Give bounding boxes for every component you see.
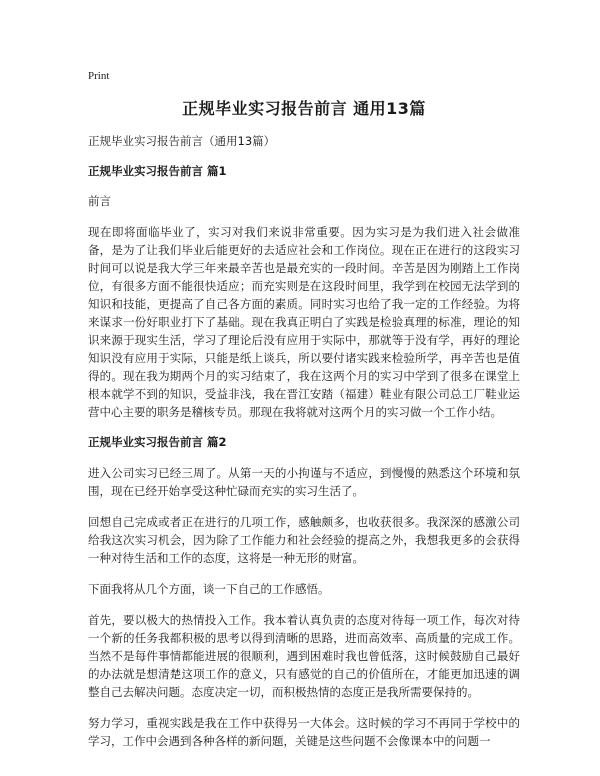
section-heading-2: 正规毕业实习报告前言 篇2 (88, 435, 227, 449)
document-subtitle: 正规毕业实习报告前言（通用13篇） (88, 134, 276, 148)
paragraph: 进入公司实习已经三周了。从第一天的小拘谨与不适应，到慢慢的熟悉这个环境和氛围，现在已经开始享受这种忙碌而充实的实习生活了。 (88, 466, 520, 498)
paragraph: 下面我将从几个方面，谈一下自己的工作感悟。 (88, 582, 330, 596)
print-label: Print (88, 70, 110, 82)
paragraph: 首先，要以极大的热情投入工作。我本着认真负责的态度对待每一项工作，每次对待一个新的任务我都积极的思考以得到清晰的思路，进而高效率、高质量的完成工作。当然不是每件事情都能进展的很顺利，遇到困难时我也曾低落，这时候鼓励自己最好的办法就是想清楚这项工作的意义，只有感觉的自己的价值所在，才能更加迅速的调整自己去解决问题。态度决定一切，而积极热情的态度正是我所需要保持的。 (88, 613, 520, 699)
page-title: 正规毕业实习报告前言 通用13篇 (182, 99, 426, 118)
preface-label: 前言 (88, 194, 111, 208)
paragraph: 回想自己完成或者正在进行的几项工作，感触颇多，也收获很多。我深深的感激公司给我这次实习机会，因为除了工作能力和社会经验的提高之外，我想我更多的会获得一种对待生活和工作的态度，这将是一种无形的财富。 (88, 515, 520, 565)
section-heading-1: 正规毕业实习报告前言 篇1 (88, 164, 227, 178)
paragraph: 努力学习，重视实践是我在工作中获得另一大体会。这时候的学习不再同于学校中的学习，工作中会遇到各种各样的新问题，关键是这些问题不会像课本中的问题一 (88, 716, 520, 748)
document-page (88, 70, 520, 750)
paragraph: 现在即将面临毕业了，实习对我们来说非常重要。因为实习是为我们进入社会做准备，是为了让我们毕业后能更好的去适应社会和工作岗位。现在正在进行的这段实习时间可以说是我大学三年来最辛苦也是最充实的一段时间。辛苦是因为刚踏上工作岗位，有很多方面不能很快适应；而充实则是在这段时间里，我学到在校园无法学到的知识和技能，更提高了自己各方面的素质。同时实习也给了我一定的工作经验。为将来谋求一份好职业打下了基础。现在我真正明白了实践是检验真理的标准，理论的知识来源于现实生活，学习了理论后没有应用于实际中，那就等于没有学，再好的理论知识没有应用于实际，只能是纸上谈兵，所以要付诸实践来检验所学，再辛苦也是值得的。现在我为期两个月的实习结束了，我在这两个月的实习中学到了很多在课堂上根本就学不到的知识，受益非浅，我在晋江安踏（福建）鞋业有限公司总工厂鞋业运营中心主要的职务是稽核专员。那现在我将就对这两个月的实习做一个工作小结。 (88, 225, 520, 419)
